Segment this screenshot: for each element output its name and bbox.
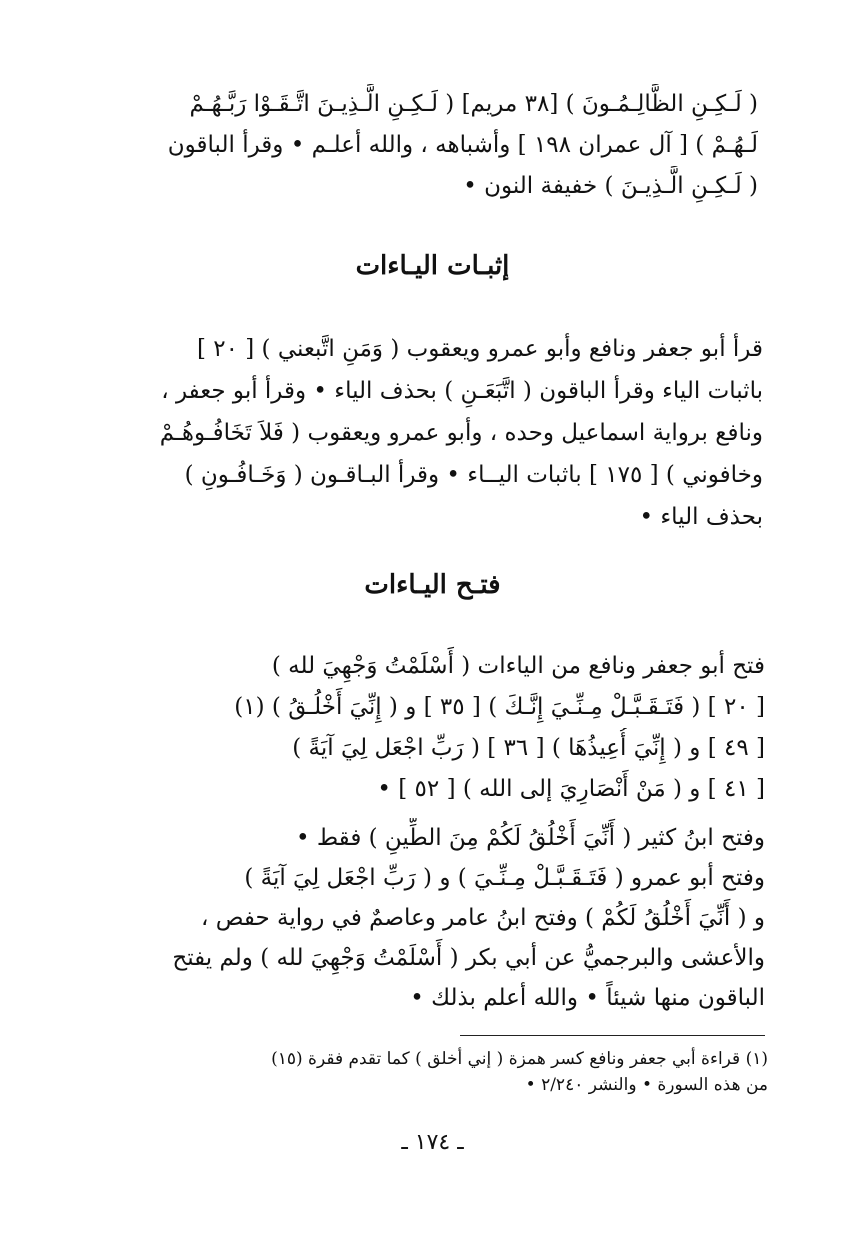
text-line: قرأ أبو جعفر ونافع وأبو عمرو ويعقوب ( وَمَنِ اتَّبعني ) [ ٢٠ ] [196, 336, 763, 362]
text-line: [ ٢٠ ] ( فَتَـقَـبَّـلْ مِـنِّـيَ إِنَّـكَ ) [ ٣٥ ] و ( إِنِّيَ أَخْلُـقُ ) (١) [234, 694, 765, 720]
footnote-line: (١) قراءة أبي جعفر ونافع كسر همزة ( إني أخلق ) كما تقدم فقرة (١٥) [271, 1049, 768, 1069]
intro-paragraph [108, 84, 758, 207]
page-number: ـ ١٧٤ ـ [401, 1130, 464, 1155]
text-line: ونافع برواية اسماعيل وحده ، وأبو عمرو ويعقوب ( فَلاَ تَخَافُـوهُـمْ [159, 420, 763, 446]
footnote [108, 1046, 768, 1098]
footnote-separator [460, 1035, 765, 1036]
text-line: ( لَـكِـنِ الَّـذِيـنَ ) خفيفة النون • [463, 173, 758, 199]
text-line: ( لَـكِـنِ الظَّالِـمُـونَ ) [٣٨ مريم] ( لَـكِـنِ الَّـذِيـنَ اتَّـقَـوْا رَبَّـهُـمْ [189, 91, 758, 117]
fath-paragraph [108, 646, 765, 810]
ithbat-paragraph [108, 328, 763, 538]
text-line: فتح أبو جعفر ونافع من الياءات ( أَسْلَمْتُ وَجْهِيَ لله ) [271, 653, 765, 679]
section-heading-fath: فتـح اليـاءات [364, 570, 501, 600]
text-line: وفتح ابنُ كثير ( أَنِّيَ أَخْلُقُ لَكُمْ مِنَ الطِّينِ ) فقط • [295, 825, 765, 851]
text-line: الباقون منها شيئاً • والله أعلم بذلك • [410, 985, 765, 1011]
text-line: و ( أَنِّيَ أَخْلُقُ لَكُمْ ) وفتح ابنُ عامر وعاصمٌ في رواية حفص ، [200, 905, 765, 931]
text-line: باثبات الياء وقرأ الباقون ( اتَّبَعَـنِ ) بحذف الياء • وقرأ أبو جعفر ، [161, 378, 763, 404]
footnote-line: من هذه السورة • والنشر ٢/٢٤٠ • [525, 1075, 768, 1095]
text-line: [ ٤٩ ] و ( إِنِّيَ أُعِيذُهَا ) [ ٣٦ ] ( رَبِّ اجْعَل لِيَ آيَةً ) [292, 735, 765, 761]
text-line: بحذف الياء • [639, 504, 763, 530]
section-heading-ithbat: إثبـات اليـاءات [355, 251, 510, 281]
text-line: وخافوني ) [ ١٧٥ ] باثبات اليــاء • وقرأ البـاقـون ( وَخَـافُـونِ ) [184, 462, 763, 488]
text-line: وفتح أبو عمرو ( فَتَـقَـبَّـلْ مِـنِّـيَ ) و ( رَبِّ اجْعَل لِيَ آيَةً ) [244, 865, 765, 891]
text-line: لَـهُـمْ ) [ آل عمران ١٩٨ ] وأشباهه ، والله أعلـم • وقرأ الباقون [167, 132, 758, 158]
fath-continued-paragraph [108, 818, 765, 1018]
text-line: [ ٤١ ] و ( مَنْ أَنْصَارِيَ إلى الله ) [ ٥٢ ] • [377, 776, 765, 802]
text-line: والأعشى والبرجميُّ عن أبي بكر ( أَسْلَمْتُ وَجْهِيَ لله ) ولم يفتح [172, 945, 765, 971]
